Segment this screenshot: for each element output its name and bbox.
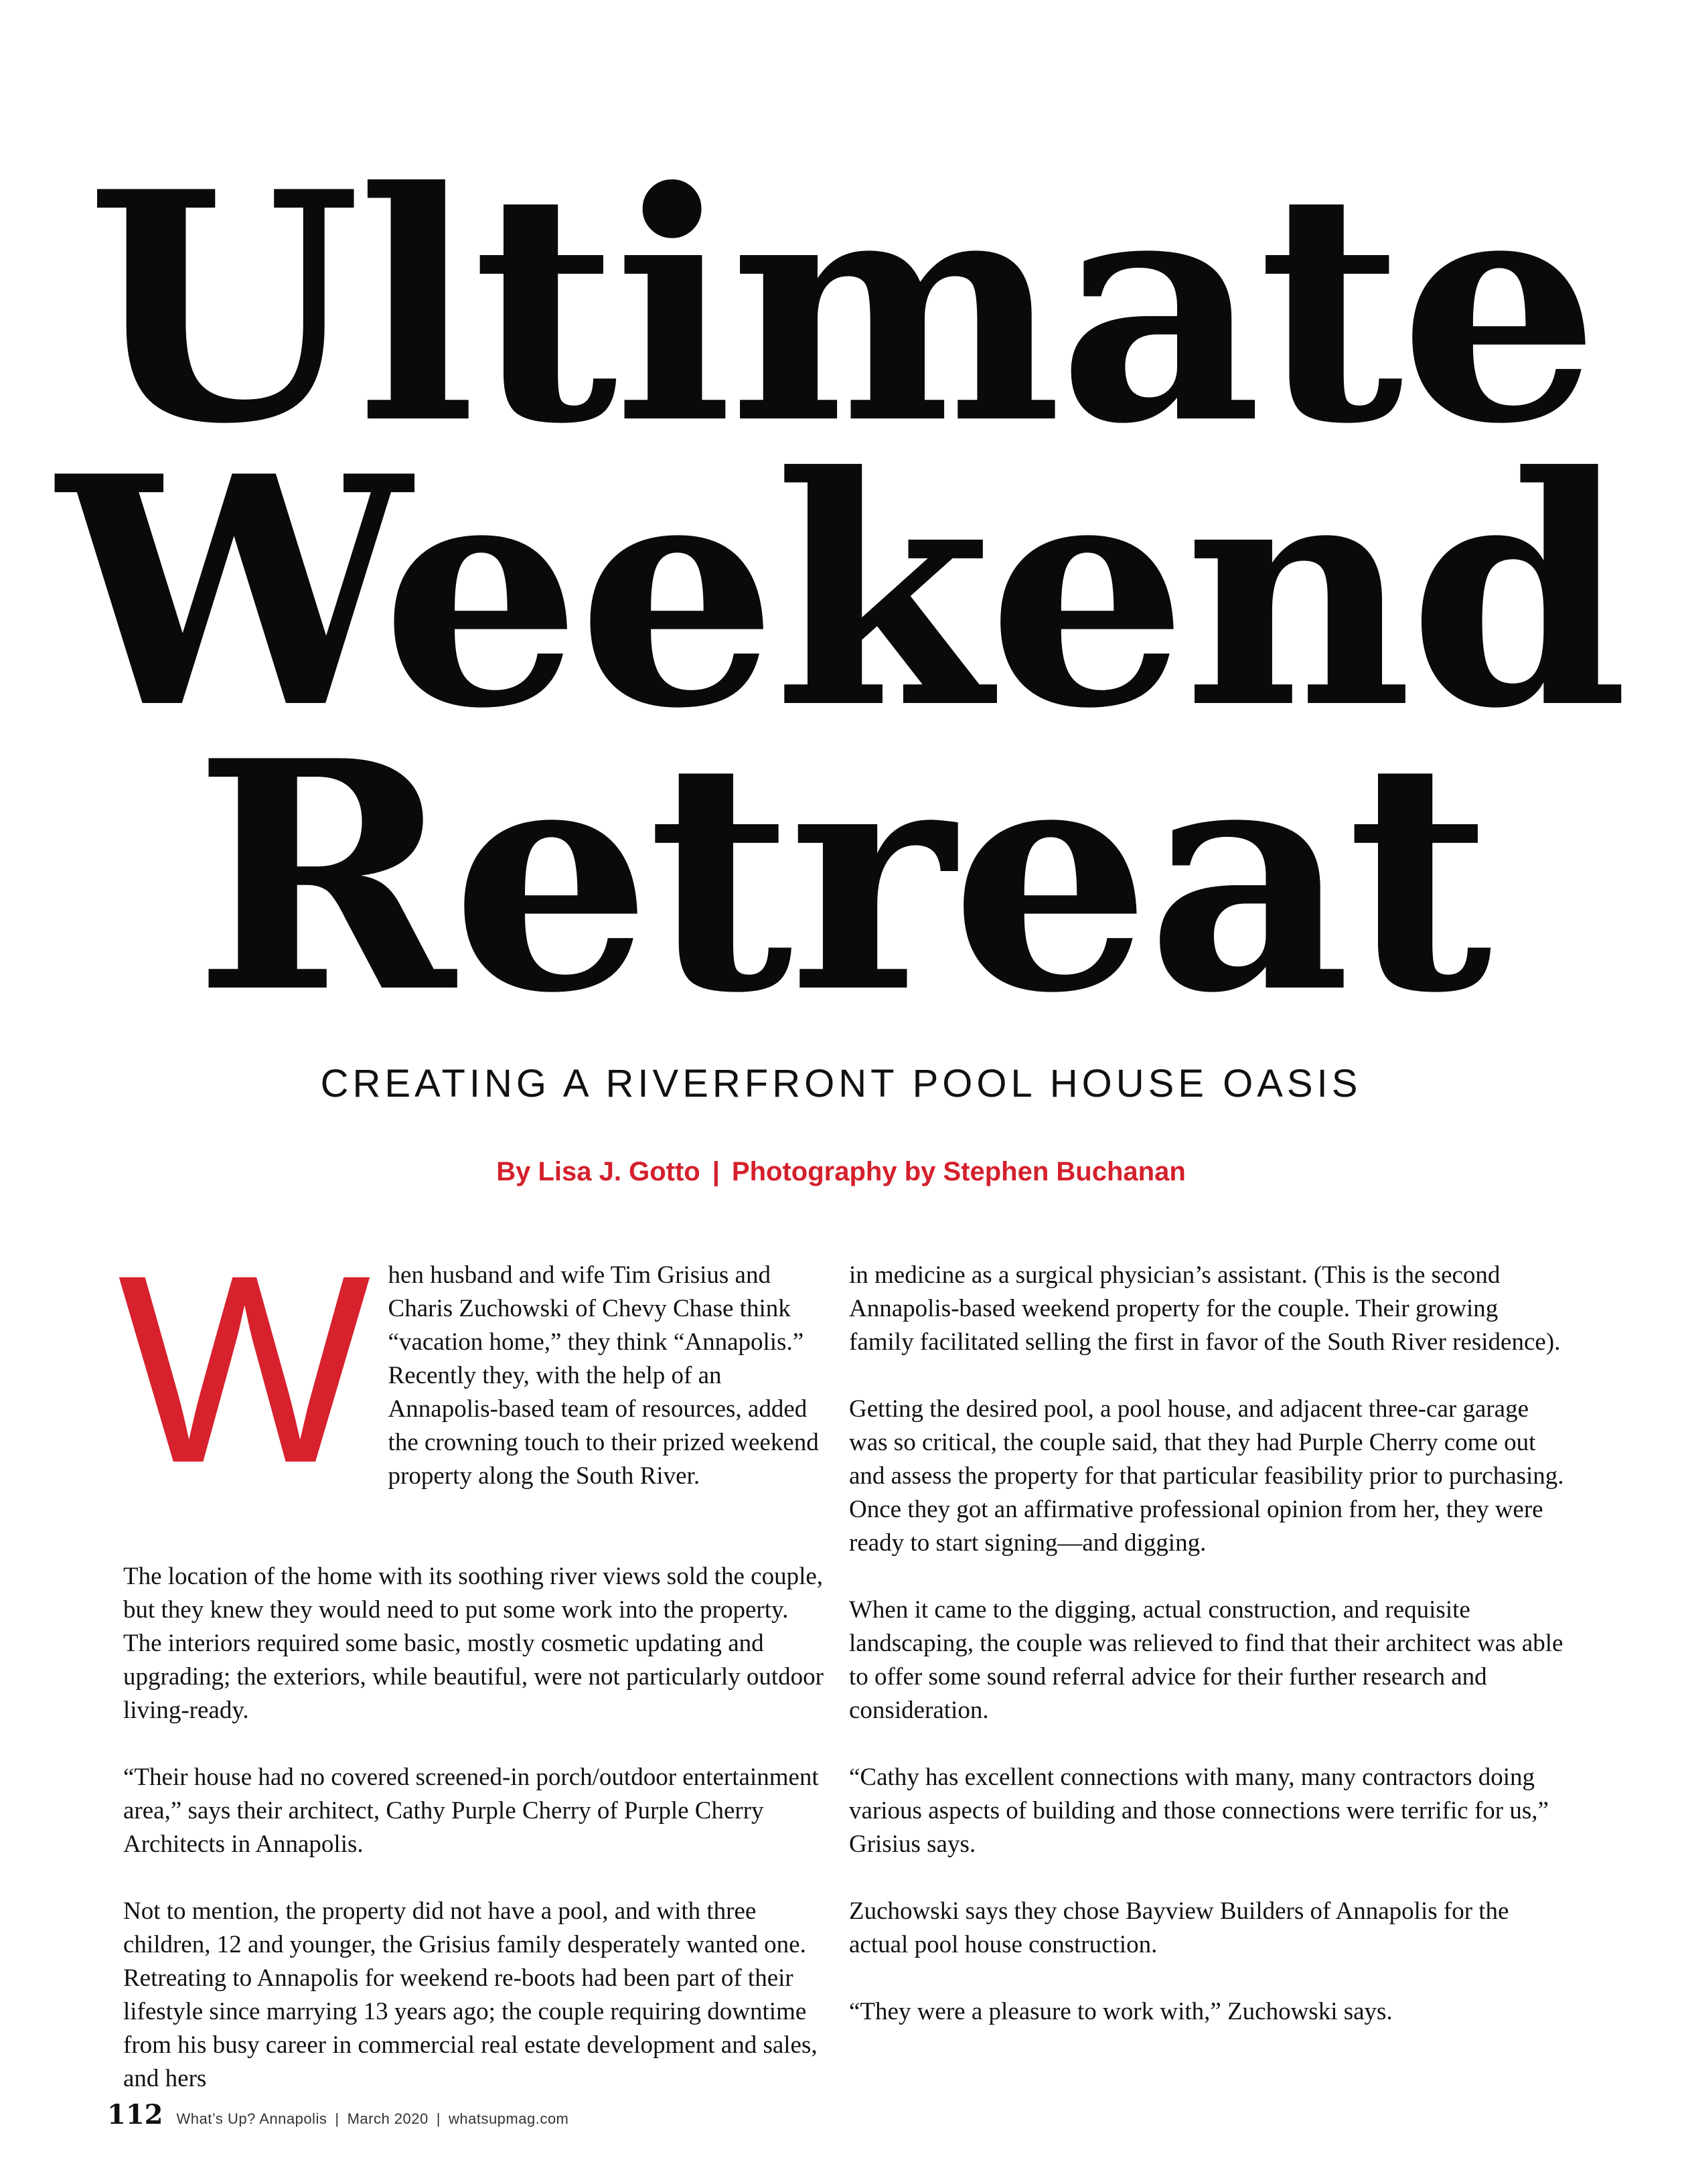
footer-publication: What’s Up? Annapolis: [176, 2110, 327, 2127]
byline-author: By Lisa J. Gotto: [496, 1157, 700, 1186]
lead-paragraph: [118, 1219, 826, 1527]
byline-photography: Photography by Stephen Buchanan: [731, 1157, 1186, 1186]
byline: [0, 1157, 1682, 1187]
footer-website: whatsupmag.com: [448, 2110, 569, 2127]
headline-line-2: Weekend: [57, 408, 1625, 777]
footer-separator: |: [436, 2110, 441, 2127]
article-paragraph: The location of the home with its soothing river views sold the couple, but they knew they would need to put some work into the property. The interiors required some basic, mostly cosmetic updating and upgrading; the exteriors, while beautiful, were not particularly outdoor living-ready.: [123, 1563, 824, 1724]
page-footer: [107, 2099, 568, 2130]
lead-text: hen husband and wife Tim Grisius and Charis Zuchowski of Chevy Chase think “vacation home,” they think “Annapolis.” Recently they, with the help of an Annapolis-based team of resources, added the crowning touch to their prized weekend property along the South River.: [388, 1261, 819, 1490]
article-paragraph: Not to mention, the property did not have a pool, and with three children, 12 and younger, the Grisius family desperately wanted one. Retreating to Annapolis for weekend re-boots had been part of their lifestyle since marrying 13 years ago; the couple requiring downtime from his busy career in commercial real estate development and sales, and hers: [123, 1897, 818, 2092]
byline-separator: |: [712, 1157, 720, 1186]
article-paragraph: Zuchowski says they chose Bayview Builders of Annapolis for the actual pool house construction.: [849, 1897, 1509, 1958]
footer-separator: |: [335, 2110, 339, 2127]
article-paragraph: in medicine as a surgical physician’s assistant. (This is the second Annapolis-based weekend property for the couple. Their growing family facilitated selling the first in favor of the South River residence).: [849, 1261, 1561, 1356]
footer-issue: March 2020: [347, 2110, 429, 2127]
article-column-left: [118, 1219, 826, 2129]
article-column-right: [849, 1259, 1565, 2062]
article-paragraph: “Their house had no covered screened-in porch/outdoor entertainment area,” says their architect, Cathy Purple Cherry of Purple Cherry Architects in Annapolis.: [123, 1764, 819, 1858]
article-paragraph: “Cathy has excellent connections with many, many contractors doing various aspects of building and those connections were terrific for us,” Grisius says.: [849, 1764, 1549, 1858]
article-paragraph: “They were a pleasure to work with,” Zuchowski says.: [849, 1998, 1393, 2025]
article-paragraph: Getting the desired pool, a pool house, and adjacent three-car garage was so critical, the couple said, that they had Purple Cherry come out and assess the property for that particular feasibility prior to purchasing. Once they got an affirmative professional opinion from her, they were ready to start signing—and digging.: [849, 1395, 1564, 1557]
headline-line-3: Retreat: [194, 692, 1488, 1062]
page-number: 112: [107, 2099, 163, 2130]
drop-cap: W: [118, 1219, 371, 1518]
headline-line-1: Ultimate: [86, 123, 1596, 493]
article-paragraph: When it came to the digging, actual construction, and requisite landscaping, the couple was relieved to find that their architect was able to offer some sound referral advice for their further research and consideration.: [849, 1596, 1563, 1724]
subtitle: CREATING A RIVERFRONT POOL HOUSE OASIS: [320, 1062, 1362, 1105]
